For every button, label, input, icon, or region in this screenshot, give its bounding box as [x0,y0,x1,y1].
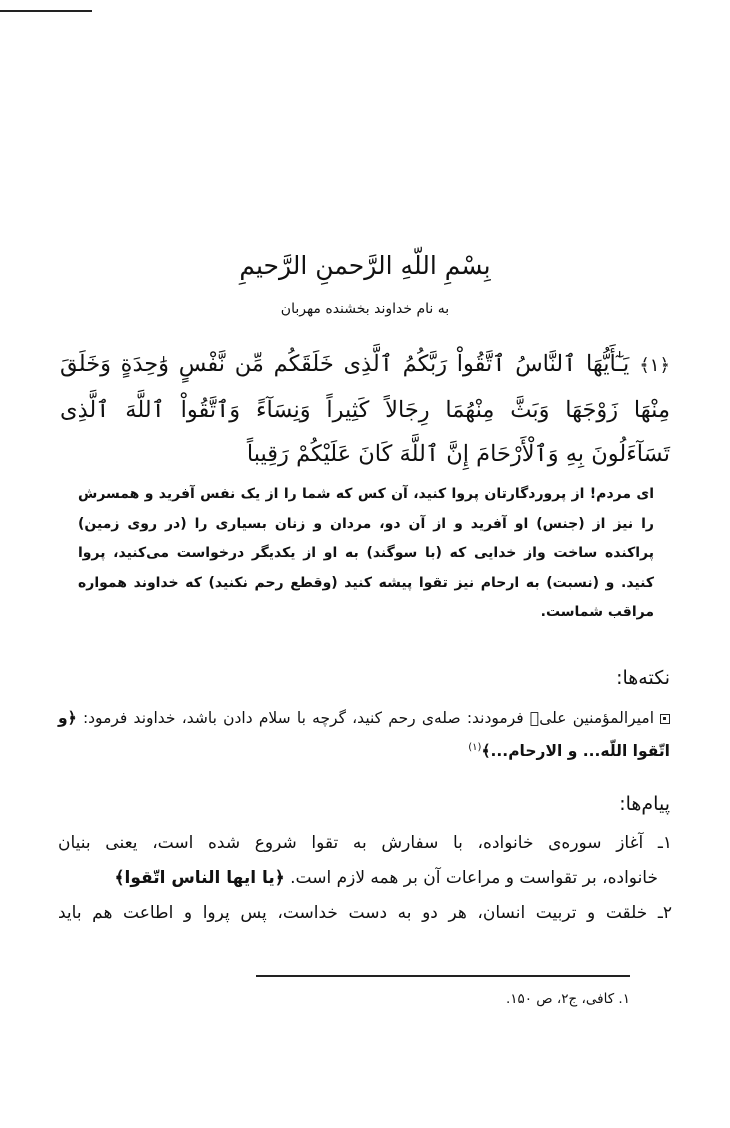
basmala: بِسْمِ اللّهِ الرَّحمنِ الرَّحیمِ [239,251,491,280]
footnote-divider [256,975,630,977]
messages-list [58,826,672,931]
message-line-3: ۲ـ خلقت و تربيت انسان، هر دو به دست خداست، پس پروا و اطاعت هم بايد [58,903,672,923]
verse-number: ﴿۱﴾ [639,355,670,376]
footnote: ۱. كافی، ج۲، ص ۱۵۰. [505,991,630,1007]
basmala-translation: به نام خداوند بخشنده مهربان [280,301,450,317]
message-line-2 [58,861,672,896]
quran-verse [60,342,670,476]
message-line-2-quote: ﴿يا ايها الناس اتّقوا﴾ [114,868,285,888]
note-text: اميرالمؤمنين علیؑ فرمودند: صله‌ی رحم كنيد، گرچه با سلام دادن باشد، خداوند فرمود: [76,709,654,727]
message-line-2-text: خانواده، بر تقواست و مراعات آن بر همه لازم است. [284,868,658,888]
messages-heading: پیام‌ها: [619,793,670,815]
message-line-1: ۱ـ آغاز سوره‌ی خانواده، با سفارش به تقوا شروع شده است، يعنی بنيان [58,833,672,853]
square-bullet-icon [660,714,670,724]
verse-translation: ای مردم! از پروردگارتان پروا كنيد، آن كس كه شما را از يک نفس آفريد و همسرش را نيز از (جنس) او آفريد و از آن دو، مردان و زنان بسياری را (در روی زمين) پراكنده ساخت واز خدايی كه (با سوگند) به او از يكديگر درخواست می‌كنيد، پروا كنيد. و (نسبت) به ارحام نيز تقوا پيشه كنيد (وقطع رحم نكنيد) كه خداوند همواره مراقب شماست. [78,486,654,620]
note-item [58,704,670,766]
note-quote: ﴿و اتّقوا اللّه... و الارحام...﴾ [58,709,670,761]
footnote-ref: (۱) [468,742,482,753]
verse-text: يَـٰٓأَيُّهَا ٱلنَّاسُ ٱتَّقُواْ رَبَّكُمُ ٱلَّذِى خَلَقَكُم مِّن نَّفْسٍ وَٰحِدَةٍ وَخَلَقَ مِنْهَا زَوْجَهَا وَبَثَّ مِنْهُمَا رِجَالاً كَثِيراً وَنِسَآءً وَٱتَّقُواْ ٱللَّهَ ٱلَّذِى تَسَآءَلُونَ بِهِ وَٱلْأَرْحَامَ إِنَّ ٱللَّهَ كَانَ عَلَيْكُمْ رَقِيباً [60,351,670,467]
notes-heading: نکته‌ها: [616,667,670,689]
